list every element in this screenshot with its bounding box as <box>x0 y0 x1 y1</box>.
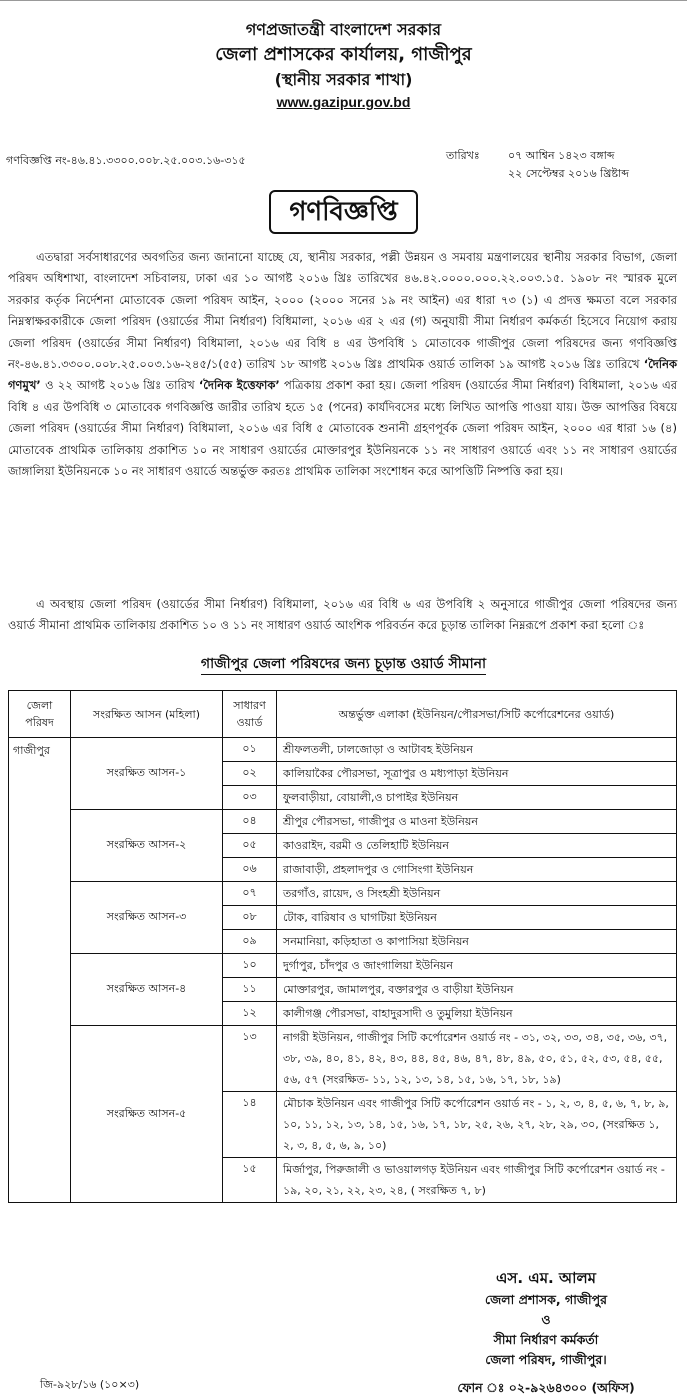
office-phone: ফোন ঃ ০২-৯২৬৪৩০০ (অফিস) <box>457 1380 635 1395</box>
table-row <box>9 738 677 762</box>
print-code: জি-৯২৮/১৬ (১০×৩) <box>40 1378 140 1391</box>
header-area: অন্তর্ভুক্ত এলাকা (ইউনিয়ন/পৌরসভা/সিটি কর্পোরেশনের ওয়ার্ড) <box>277 691 677 738</box>
ward-area: কাওরাইদ, বরমী ও তেলিহাটি ইউনিয়ন <box>277 834 677 858</box>
seat-cell: সংরক্ষিত আসন-২ <box>71 810 223 882</box>
notice-title-text: গণবিজ্ঞপ্তি <box>269 190 417 234</box>
govt-name: গণপ্রজাতন্ত্রী বাংলাদেশ সরকার <box>245 20 442 39</box>
table-header-row <box>9 691 677 738</box>
district-cell: গাজীপুর <box>9 738 71 1203</box>
date-bangla: ০৭ আশ্বিন ১৪২৩ বঙ্গাব্দ <box>508 149 615 162</box>
ward-area: তরগাঁও, রায়েদ, ও সিংহশ্রী ইউনিয়ন <box>277 882 677 906</box>
signatory-title-1: জেলা প্রশাসক, গাজীপুর <box>485 1292 607 1307</box>
top-edge <box>0 0 687 7</box>
signatory-title-3: জেলা পরিষদ, গাজীপুর। <box>485 1352 607 1367</box>
signatory-title-2: সীমা নির্ধারণ কর্মকর্তা <box>493 1332 599 1347</box>
paragraph-1 <box>8 247 677 482</box>
ward-number: ১২ <box>223 1002 277 1026</box>
ward-boundary-table <box>8 690 677 1203</box>
date-label: তারিখঃ <box>446 149 480 162</box>
ward-area: মির্জাপুর, পিরুজালী ও ভাওয়ালগড় ইউনিয়ন এবং গাজীপুর সিটি কর্পোরেশন ওয়ার্ড নং - ১৯, ২০, ২১, ২২, ২৩, ২৪, ( সংরক্ষিত ৭, ৮) <box>277 1158 677 1203</box>
paragraph-1-text-a: এতদ্বারা সর্বসাধারণের অবগতির জন্য জানানো যাচ্ছে যে, স্থানীয় সরকার, পল্লী উন্নয়ন ও সমবায় মন্ত্রণালয়ের স্থানীয় সরকার বিভাগ, জেলা পরিষদ অধিশাখা, বাংলাদেশ সচিবালয়, ঢাকা এর ১০ আগষ্ট ২০১৬ খ্রিঃ তারিখের ৪৬.৪২.০০০০.০০০.২২.০০৩.১৫. ১৯০৮ নং স্মারক মুলে সরকার কর্তৃক নির্দেশনা মোতাবেক জেলা পরিষদ আইন, ২০০০ (২০০০ সনের ১৯ নং আইন) এর ধারা ৭৩ (১) এ প্রদত্ত ক্ষমতা বলে সরকার নিম্নস্বাক্ষরকারীকে জেলা পরিষদ (ওয়ার্ডের সীমা নির্ধারণ) বিধিমালা, ২০১৬ এর ২ এর (গ) অনুযায়ী সীমা নির্ধারণ কর্মকর্তা হিসেবে নিয়োগ করায় জেলা পরিষদ (ওয়ার্ডের সীমা নির্ধারণ) বিধিমালা, ২০১৬ এর বিধি ৪ এর উপবিধি ১ মোতাবেক গাজীপুর জেলা পরিষদের জন্য গণবিজ্ঞপ্তি নং-৪৬.৪১.৩৩০০.০০৮.২৫.০০৩.১৬-২৪৫/১(৫৫) তারিখ ১৮ আগষ্ট ২০১৬ খ্রিঃ প্রাথমিক ওয়ার্ড তালিকা ১৯ আগষ্ট ২০১৬ খ্রিঃ তারিখে <box>8 250 677 372</box>
newspaper-2: ‘দৈনিক ইত্তেফাক’ <box>198 378 280 393</box>
table-title-text: গাজীপুর জেলা পরিষদের জন্য চূড়ান্ত ওয়ার্ড সীমানা <box>201 656 486 675</box>
table-row <box>9 954 677 978</box>
memo-number: গণবিজ্ঞপ্তি নং-৪৬.৪১.৩৩০০.০০৮.২৫.০০৩.১৬-৩১৫ <box>6 154 246 167</box>
ward-area: মৌচাক ইউনিয়ন এবং গাজীপুর সিটি কর্পোরেশন ওয়ার্ড নং - ১, ২, ৩, ৪, ৫, ৬, ৭, ৮, ৯, ১০, ১১, ১২, ১৩, ১৪, ১৫, ১৬, ১৭, ১৮, ২৫, ২৬, ২৭, ২৮, ২৯, ৩০, (সংরক্ষিত ১, ২, ৩, ৪, ৫, ৬, ৯, ১০) <box>277 1092 677 1158</box>
branch-name: (স্থানীয় সরকার শাখা) <box>274 70 413 89</box>
ward-number: ০৭ <box>223 882 277 906</box>
table-row <box>9 882 677 906</box>
seat-cell: সংরক্ষিত আসন-১ <box>71 738 223 810</box>
seat-cell: সংরক্ষিত আসন-৪ <box>71 954 223 1026</box>
signature-block <box>446 1266 646 1398</box>
paragraph-2: এ অবস্থায় জেলা পরিষদ (ওয়ার্ডের সীমা নির্ধারণ) বিধিমালা, ২০১৬ এর বিধি ৬ এর উপবিধি ২ অনুসারে গাজীপুর জেলা পরিষদের জন্য ওয়ার্ড সীমানা প্রাথমিক তালিকায় প্রকাশিত ১০ ও ১১ নং সাধারণ ওয়ার্ড আংশিক পরিবর্তন করে চূড়ান্ত তালিকা নিম্নরূপে প্রকাশ করা হলো ঃ <box>8 597 677 633</box>
seat-cell: সংরক্ষিত আসন-৫ <box>71 1026 223 1203</box>
ward-area: দুর্গাপুর, চাঁদপুর ও জাংগালিয়া ইউনিয়ন <box>277 954 677 978</box>
ward-area: শ্রীফলতলী, ঢালজোড়া ও আটাবহ ইউনিয়ন <box>277 738 677 762</box>
memo-date <box>446 147 629 183</box>
ward-number: ০৮ <box>223 906 277 930</box>
ward-area: টোক, বারিষাব ও ঘাগটিয়া ইউনিয়ন <box>277 906 677 930</box>
ward-number: ০৫ <box>223 834 277 858</box>
ward-number: ১৫ <box>223 1158 277 1203</box>
date-english: ২২ সেপ্টেম্বর ২০১৬ খ্রিষ্টাব্দ <box>508 167 629 180</box>
office-name: জেলা প্রশাসকের কার্যালয়, গাজীপুর <box>215 44 472 65</box>
ward-number: ১০ <box>223 954 277 978</box>
seat-cell: সংরক্ষিত আসন-৩ <box>71 882 223 954</box>
ward-area: কালীগঞ্জ পৌরসভা, বাহাদুরসাদী ও তুমুলিয়া ইউনিয়ন <box>277 1002 677 1026</box>
ward-area: সনমানিয়া, কড়িহাতা ও কাপাসিয়া ইউনিয়ন <box>277 930 677 954</box>
ward-area: নাগরী ইউনিয়ন, গাজীপুর সিটি কর্পোরেশন ওয়ার্ড নং - ৩১, ৩২, ৩৩, ৩৪, ৩৫, ৩৬, ৩৭, ৩৮, ৩৯, ৪০, ৪১, ৪২, ৪৩, ৪৪, ৪৫, ৪৬, ৪৭, ৪৮, ৪৯, ৫০, ৫১, ৫২, ৫৩, ৫৪, ৫৫, ৫৬, ৫৭ (সংরক্ষিত- ১১, ১২, ১৩, ১৪, ১৫, ১৬, ১৭, ১৮, ১৯) <box>277 1026 677 1092</box>
ward-number: ০৬ <box>223 858 277 882</box>
ward-number: ০১ <box>223 738 277 762</box>
ward-number: ১১ <box>223 978 277 1002</box>
ward-number: ০৯ <box>223 930 277 954</box>
paragraph-1-text-c: পত্রিকায় প্রকাশ করা হয়। জেলা পরিষদ (ওয়ার্ডের সীমা নির্ধারণ) বিধিমালা, ২০১৬ এর বিধি ৪ এর উপবিধি ৩ মোতাবেক গণবিজ্ঞপ্তি জারীর তারিখ হতে ১৫ (পনের) কার্যদিবসের মধ্যে লিখিত আপত্তি পাওয়া যায়। উক্ত আপত্তির বিষয়ে জেলা পরিষদ (ওয়ার্ডের সীমা নির্ধারণ) বিধিমালা, ২০১৬ এর বিধি ৫ মোতাবেক শুনানী গ্রহণপূর্বক জেলা পরিষদ আইন, ২০০০ এর ধারা ১৬ (৪) মোতাবেক প্রাথমিক তালিকায় প্রকাশিত ১০ নং সাধারণ ওয়ার্ডের মোক্তারপুর ইউনিয়নকে ১১ নং সাধারণ ওয়ার্ডে এবং ১১ নং সাধারণ ওয়ার্ডের জাঙ্গালিয়া ইউনিয়নকে ১০ নং সাধারণ ওয়ার্ডে অন্তর্ভুক্ত করতঃ প্রাথমিক তালিকা সংশোধন করে আপত্তিটি নিষ্পত্তি করা হয়। <box>8 378 678 479</box>
ward-area: ফুলবাড়ীয়া, বোয়ালী,ও চাপাইর ইউনিয়ন <box>277 786 677 810</box>
newspaper-1: ‘দৈনিক গণমুখ’ <box>8 357 678 393</box>
ward-number: ০২ <box>223 762 277 786</box>
letterhead <box>0 18 687 112</box>
header-seat: সংরক্ষিত আসন (মহিলা) <box>71 691 223 738</box>
signatory-and: ও <box>541 1312 551 1327</box>
ward-area: রাজাবাড়ী, প্রহলাদপুর ও গোসিংগা ইউনিয়ন <box>277 858 677 882</box>
header-district: জেলা পরিষদ <box>9 691 71 738</box>
website-link[interactable]: www.gazipur.gov.bd <box>276 94 411 110</box>
signatory-name: এস. এম. আলম <box>496 1269 596 1287</box>
notice-title <box>0 190 687 234</box>
ward-number: ০৩ <box>223 786 277 810</box>
ward-number: ১৩ <box>223 1026 277 1092</box>
paragraph-1-text-b: ও ২২ আগষ্ট ২০১৬ খ্রিঃ তারিখ <box>45 378 195 393</box>
table-row <box>9 810 677 834</box>
ward-area: কালিয়াকৈর পৌরসভা, সূত্রাপুর ও মধ্যপাড়া ইউনিয়ন <box>277 762 677 786</box>
table-row <box>9 1026 677 1092</box>
table-title <box>0 652 687 676</box>
ward-area: শ্রীপুর পৌরসভা, গাজীপুর ও মাওনা ইউনিয়ন <box>277 810 677 834</box>
header-ward: সাধারণ ওয়ার্ড <box>223 691 277 738</box>
ward-number: ১৪ <box>223 1092 277 1158</box>
ward-number: ০৪ <box>223 810 277 834</box>
ward-area: মোক্তারপুর, জামালপুর, বক্তারপুর ও বাড়ীয়া ইউনিয়ন <box>277 978 677 1002</box>
